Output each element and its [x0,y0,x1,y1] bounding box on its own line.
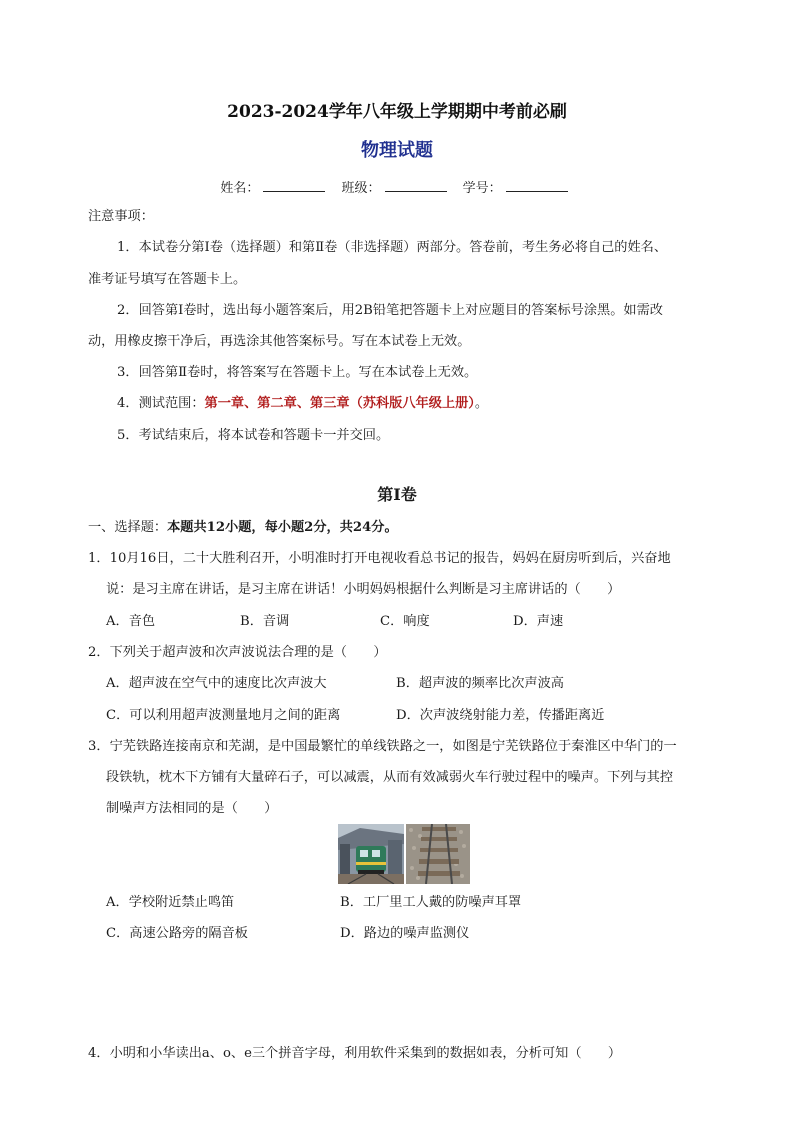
section-1-instruction [88,520,398,536]
question-3-option-d[interactable]: D．路边的噪声监测仪 [340,926,470,941]
student-id-blank[interactable] [506,179,568,192]
name-label: 姓名： [220,181,260,196]
question-3-option-b[interactable]: B．工厂里工人戴的防噪声耳罩 [340,895,522,910]
student-id-label: 学号： [462,181,502,196]
question-1-option-d[interactable]: D．声速 [513,614,564,629]
note-item-1-line-2: 准考证号填写在答题卡上。 [88,272,247,287]
section-1-heading: 第Ⅰ卷 [377,485,417,504]
note-item-4-prefix: 4．测试范围： [117,396,205,411]
question-3-line-1: 3．宁芜铁路连接南京和芜湖，是中国最繁忙的单线铁路之一，如图是宁芜铁路位于秦淮区中华门的一 [88,739,677,754]
question-2-line-1: 2．下列关于超声波和次声波说法合理的是（ ） [88,645,387,660]
question-2-option-c[interactable]: C．可以利用超声波测量地月之间的距离 [106,708,341,723]
instruction-detail: 本题共12小题，每小题2分，共24分。 [167,520,398,535]
question-2-option-d[interactable]: D．次声波绕射能力差，传播距离近 [396,708,605,723]
question-1-line-2: 说：是习主席在讲话，是习主席在讲话！小明妈妈根据什么判断是习主席讲话的（ ） [106,582,621,597]
question-3-line-3: 制噪声方法相同的是（ ） [106,801,278,816]
class-blank[interactable] [385,179,447,192]
question-2-option-a[interactable]: A．超声波在空气中的速度比次声波大 [106,676,327,691]
question-3-option-a[interactable]: A．学校附近禁止鸣笛 [106,895,235,910]
question-2-option-b[interactable]: B．超声波的频率比次声波高 [396,676,564,691]
question-1-option-a[interactable]: A．音色 [106,614,156,629]
question-4-line-1: 4．小明和小华读出a、o、e三个拼音字母，利用软件采集到的数据如表，分析可知（ ） [88,1046,622,1061]
note-item-2-line-2: 动，用橡皮擦干净后，再选涂其他答案标号。写在本试卷上无效。 [88,334,471,349]
test-range: 第一章、第二章、第三章（苏科版八年级上册） [204,396,475,411]
exam-subtitle: 物理试题 [361,140,433,161]
question-1-line-1: 1．10月16日，二十大胜利召开，小明准时打开电视收看总书记的报告，妈妈在厨房听到后，兴奋地 [88,551,671,566]
note-item-1-line-1: 1．本试卷分第Ⅰ卷（选择题）和第Ⅱ卷（非选择题）两部分。答卷前，考生务必将自己的姓名、 [117,240,668,255]
class-label: 班级： [341,181,381,196]
note-item-5: 5．考试结束后，将本试卷和答题卡一并交回。 [117,428,390,443]
note-item-4-suffix: 。 [474,396,489,411]
notes-heading: 注意事项： [88,209,154,224]
note-item-3: 3．回答第Ⅱ卷时，将答案写在答题卡上。写在本试卷上无效。 [117,365,478,380]
student-info-fields [0,177,794,196]
question-1-option-b[interactable]: B．音调 [240,614,290,629]
name-blank[interactable] [263,179,325,192]
note-item-4 [117,396,488,412]
question-3-option-c[interactable]: C．高速公路旁的隔音板 [106,926,248,941]
railway-track-photo [406,824,470,884]
exam-title: 2023-2024学年八年级上学期期中考前必刷 [227,102,567,122]
train-photo [338,824,404,884]
note-item-2-line-1: 2．回答第Ⅰ卷时，选出每小题答案后，用2B铅笔把答题卡上对应题目的答案标号涂黑。如需改 [117,303,663,318]
question-1-option-c[interactable]: C．响度 [380,614,430,629]
instruction-prefix: 一、选择题： [88,520,168,535]
question-3-line-2: 段铁轨，枕木下方铺有大量碎石子，可以减震，从而有效减弱火车行驶过程中的噪声。下列与其控 [106,770,674,785]
